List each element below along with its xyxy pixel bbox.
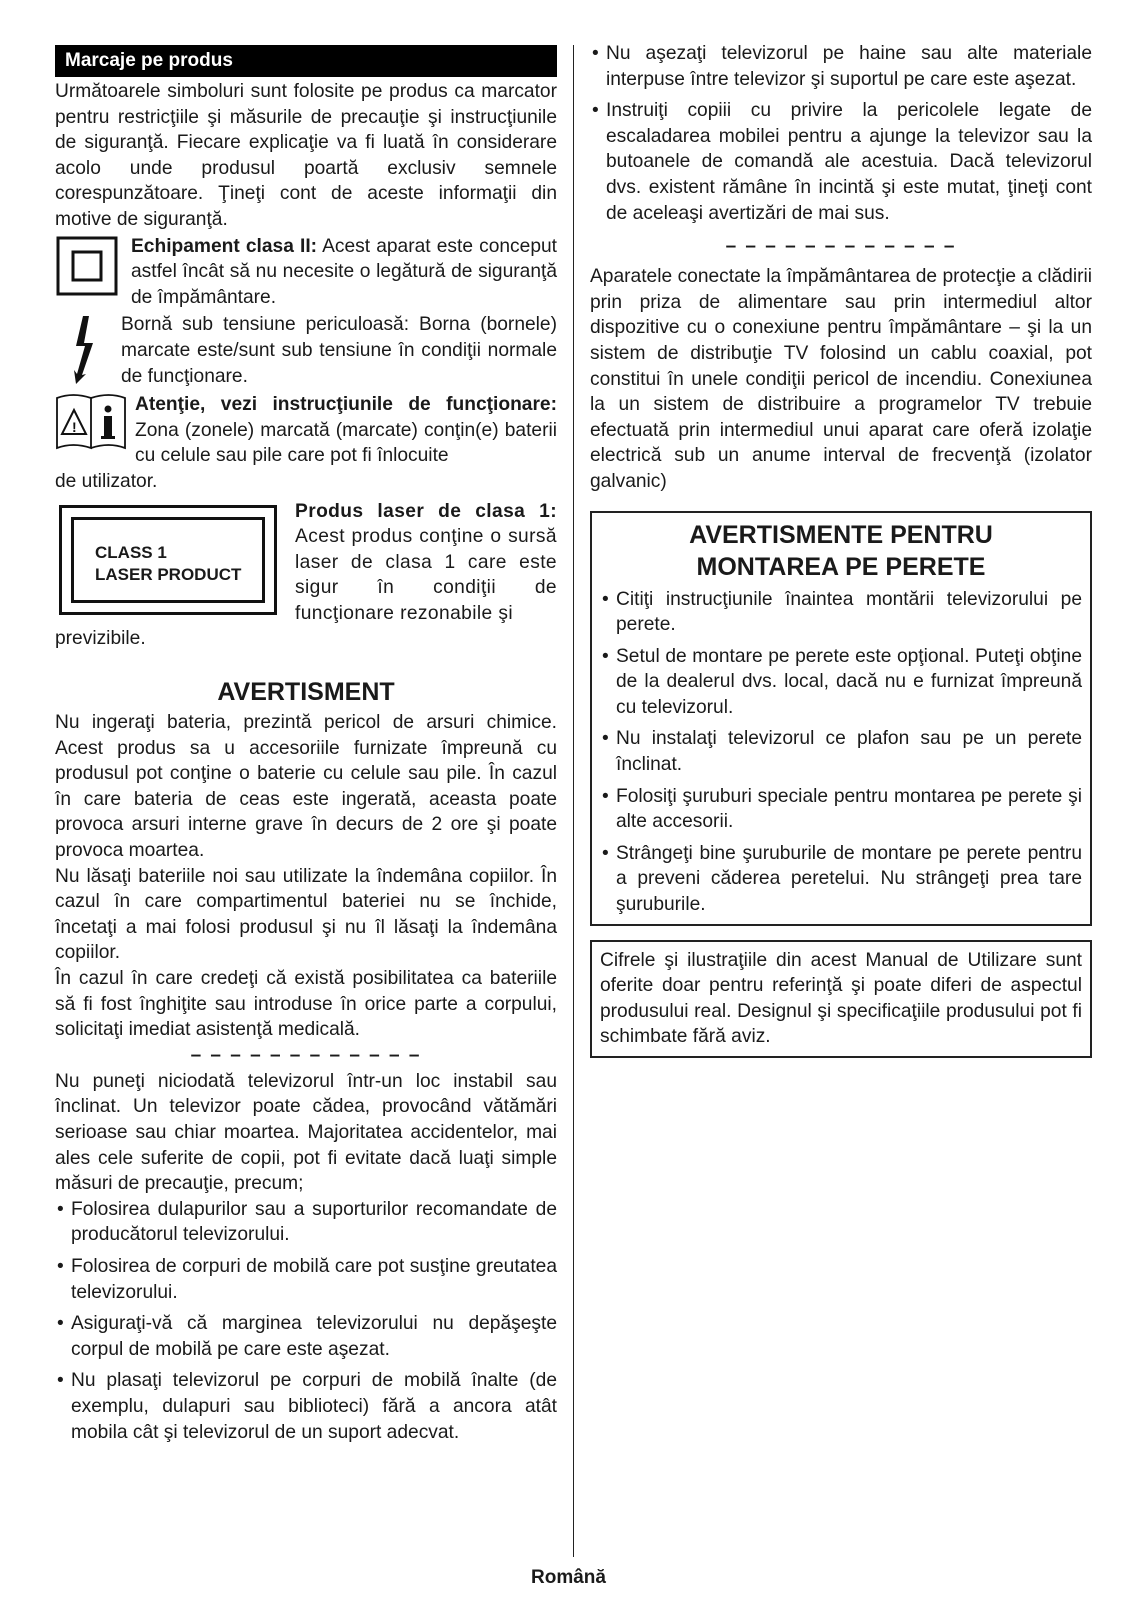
laser-title: Produs laser de clasa 1: [295,500,557,522]
caution-title: Atenţie, vezi instrucţiunile de funcţionare: [135,394,557,416]
right-column [590,41,1092,1058]
wall-mount-warning-box [590,511,1092,926]
list-item: • Folosirea de corpuri de mobilă care pot susţine greutatea televizorului. [55,1254,557,1305]
wall-mount-title-line2: MONTAREA PE PERETE [696,552,986,581]
laser-label-line1: CLASS 1 [95,542,167,562]
wall-mount-list [600,587,1082,918]
list-item: • Nu instalaţi televizorul ce plafon sau pe un perete înclinat. [600,726,1082,777]
list-item: • Folosirea dulapurilor sau a suporturilor recomandate de producătorul televizorului. [55,1197,557,1248]
double-square-icon [55,234,121,296]
page-footer-language: Română [531,1567,606,1588]
disclaimer-box [590,940,1092,1058]
avertisment-paragraph-2: Nu lăsaţi bateriile noi sau utilizate la îndemâna copiilor. În cazul în care compartimentul bateriei nu se închide, încetaţi a mai folosi produsul şi nu îl lăsaţi la îndemâna copiilor. [55,865,557,964]
laser-label-icon [59,505,277,615]
lightning-bolt-icon [55,312,113,386]
caution-tail: de utilizator. [55,470,158,492]
list-item: • Citiţi instrucţiunile înaintea montării televizorului pe perete. [600,587,1082,638]
stability-intro: Nu puneţi niciodată televizorul într-un loc instabil sau înclinat. Un televizor poate cădea, provocând vătămări serioase sau chiar moartea. Majoritatea accidentelor, mai ales cele suferite de copii, pot fi evitate dacă luaţi simple măsuri de precauţie, precum; [55,1070,557,1195]
svg-text:!: ! [72,419,77,436]
stability-list [55,1197,557,1445]
tv-safety-list [590,41,1092,226]
caution-manual-icon [55,392,129,454]
class2-text: Acest aparat este conceput astfel încât să nu necesite o legătură de siguranţă de împământare. [131,235,557,308]
list-item: • Nu plasaţi televizorul pe corpuri de mobilă înalte (de exemplu, dulapuri sau biblioteci) fără a ancora atât mobila cât şi televizorul de un suport adecvat. [55,1368,557,1445]
list-item: • Asiguraţi-vă că marginea televizorului nu depăşeşte corpul de mobilă pe care este aşezat. [55,1311,557,1362]
section-header-marcaje: Marcaje pe produs [55,45,557,77]
left-column [55,45,557,1445]
avertisment-title: AVERTISMENT [217,678,395,707]
symbol-caution [55,392,557,494]
symbol-live [55,312,557,389]
list-item: • Folosiţi şuruburi speciale pentru montarea pe perete şi alte accesorii. [600,784,1082,835]
avertisment-paragraph-3: În cazul în care credeţi că există posibilitatea ca bateriile să fi fost înghiţite sau introduse în orice parte a corpului, solicitaţi imediat asistenţă medicală. [55,968,557,1041]
caution-text: Zona (zonele) marcată (marcate) conţin(e) baterii cu celule sau pile care pot fi înlocuite [135,419,557,467]
class2-title: Echipament clasa II: [131,235,318,257]
marcaje-intro: Următoarele simboluri sunt folosite pe produs ca marcator pentru restricţiile şi măsurile de precauţie şi instrucţiunile de siguranţă. Fiecare explicaţie va fi luată în considerare acolo unde produsul poartă exclusiv semnele corespunzătoare. Ţineţi cont de aceste informaţii din motive de siguranţă. [55,81,557,230]
disclaimer-text: Cifrele şi ilustraţiile din acest Manual de Utilizare sunt oferite doar pentru referinţă şi poate diferi de aspectul produsului real. Designul şi specificaţiile produsului pot fi schimbate fără aviz. [600,949,1082,1048]
wall-mount-title-line1: AVERTISMENTE PENTRU [689,520,993,549]
column-divider [573,45,574,1557]
caution-description [55,392,557,469]
dash-separator: – – – – – – – – – – – – [725,236,957,258]
dash-separator: – – – – – – – – – – – – [190,1044,422,1066]
avertisment-paragraph-1: Nu ingeraţi bateria, prezintă pericol de arsuri chimice. Acest produs sa u accesoriile furnizate împreună cu produsul pot conţine o baterie cu celule sau pile. În cazul în care bateria de ceas este ingerată, aceasta poate provoca arsuri interne grave în decurs de 2 ore şi poate provoca moartea. [55,712,557,862]
list-item: • Nu aşezaţi televizorul pe haine sau alte materiale interpuse între televizor şi suportul pe care este aşezat. [590,41,1092,92]
laser-text: Acest produs conţine o sursă laser de clasa 1 care este sigur în condiţii de funcţionare rezonabile şi [295,526,557,624]
live-description: Bornă sub tensiune periculoasă: Borna (bornele) marcate este/sunt sub tensiune în condiţii normale de funcţionare. [121,314,557,387]
list-item: • Instruiţi copiii cu privire la pericolele legate de escaladarea mobilei pentru a ajunge la televizor sau la butoanele de comandă ale acestuia. Dacă televizorul dvs. existent rămâne în incintă şi este mutat, ţineţi cont de aceleaşi avertizări de mai sus. [590,98,1092,226]
list-item: • Strângeţi bine şuruburile de montare pe perete pentru a preveni căderea peretelui. Nu strângeţi prea tare şuruburile. [600,841,1082,918]
laser-tail: previzibile. [55,628,146,650]
symbol-class2 [55,234,557,311]
laser-description [295,499,557,627]
class2-description [131,234,557,311]
laser-label-line2: LASER PRODUCT [95,564,242,584]
symbol-laser [55,499,557,627]
list-item: • Setul de montare pe perete este opţional. Puteţi obţine de la dealerul dvs. local, dacă nu e furnizat împreună cu televizorul. [600,644,1082,721]
grounding-paragraph: Aparatele conectate la împământarea de protecţie a clădirii prin priza de alimentare sau prin intermediul altor dispozitive cu o conexiune pentru împământare – şi la un sistem de distribuţie TV folosind un cablu coaxial, pot constitui în unele condiţii pericol de incendiu. Conexiunea la un sistem de distribuire a programelor TV trebuie efectuată prin intermediul unui aparat care oferă izolaţie electrică sub un anume interval de frecvenţă (izolator galvanic) [590,266,1092,492]
